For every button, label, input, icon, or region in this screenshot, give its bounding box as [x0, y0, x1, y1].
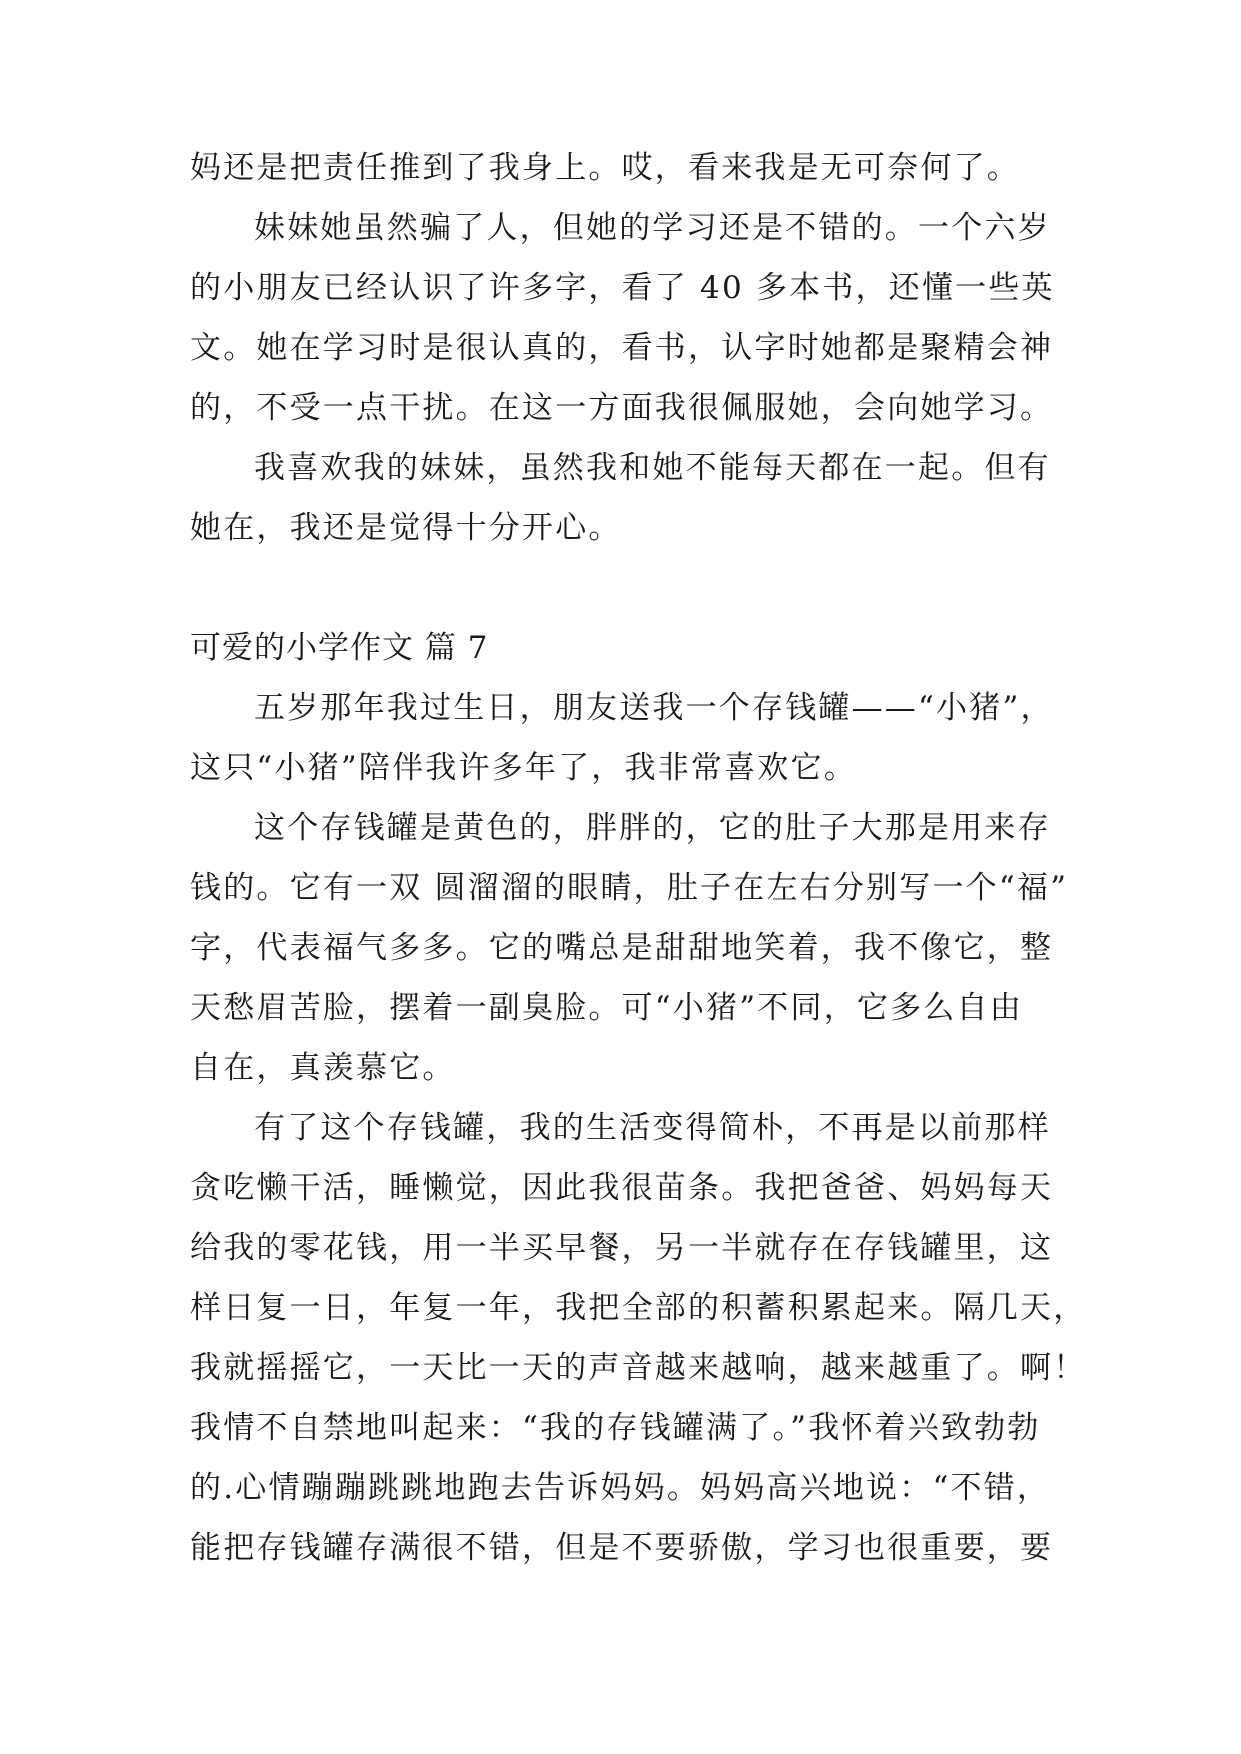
paragraph-line: 自在，真羡慕它。 — [190, 1050, 456, 1086]
paragraph-line: 她在，我还是觉得十分开心。 — [190, 510, 622, 546]
paragraph-line: 我喜欢我的妹妹，虽然我和她不能每天都在一起。但有 — [254, 450, 1051, 486]
paragraph-line: 这个存钱罐是黄色的，胖胖的，它的肚子大那是用来存 — [254, 810, 1051, 846]
paragraph-line: 字，代表福气多多。它的嘴总是甜甜地笑着，我不像它，整 — [190, 930, 1054, 966]
paragraph-line: 贪吃懒干活，睡懒觉，因此我很苗条。我把爸爸、妈妈每天 — [190, 1170, 1054, 1206]
paragraph-line: 这只“小猪”陪伴我许多年了，我非常喜欢它。 — [190, 750, 857, 786]
paragraph-line: 我情不自禁地叫起来：“我的存钱罐满了。”我怀着兴致勃勃 — [190, 1410, 1041, 1446]
paragraph-line: 能把存钱罐存满很不错，但是不要骄傲，学习也很重要，要 — [190, 1530, 1054, 1566]
paragraph-line: 天愁眉苦脸，摆着一副臭脸。可“小猪”不同，它多么自由 — [190, 990, 1023, 1026]
paragraph-line: 妹妹她虽然骗了人，但她的学习还是不错的。一个六岁 — [254, 210, 1051, 246]
paragraph-line: 我就摇摇它，一天比一天的声音越来越响，越来越重了。啊！ — [190, 1350, 1087, 1386]
paragraph-line: 有了这个存钱罐，我的生活变得简朴，不再是以前那样 — [254, 1110, 1051, 1146]
section-heading: 可爱的小学作文 篇 7 — [190, 630, 489, 666]
paragraph-line: 的，不受一点干扰。在这一方面我很佩服她，会向她学习。 — [190, 390, 1054, 426]
paragraph-line: 的小朋友已经认识了许多字，看了 40 多本书，还懂一些英 — [190, 270, 1055, 306]
paragraph-line: 样日复一日，年复一年，我把全部的积蓄积累起来。隔几天， — [190, 1290, 1087, 1326]
paragraph-line: 五岁那年我过生日，朋友送我一个存钱罐——“小猪”， — [254, 690, 1054, 726]
paragraph-line: 钱的。它有一双 圆溜溜的眼睛，肚子在左右分别写一个“福” — [190, 870, 1069, 906]
paragraph-line: 的.心情蹦蹦跳跳地跑去告诉妈妈。妈妈高兴地说：“不错， — [190, 1470, 1051, 1506]
paragraph-line: 妈还是把责任推到了我身上。哎，看来我是无可奈何了。 — [190, 150, 1020, 186]
paragraph-line: 给我的零花钱，用一半买早餐，另一半就存在存钱罐里，这 — [190, 1230, 1054, 1266]
paragraph-line: 文。她在学习时是很认真的，看书，认字时她都是聚精会神 — [190, 330, 1054, 366]
